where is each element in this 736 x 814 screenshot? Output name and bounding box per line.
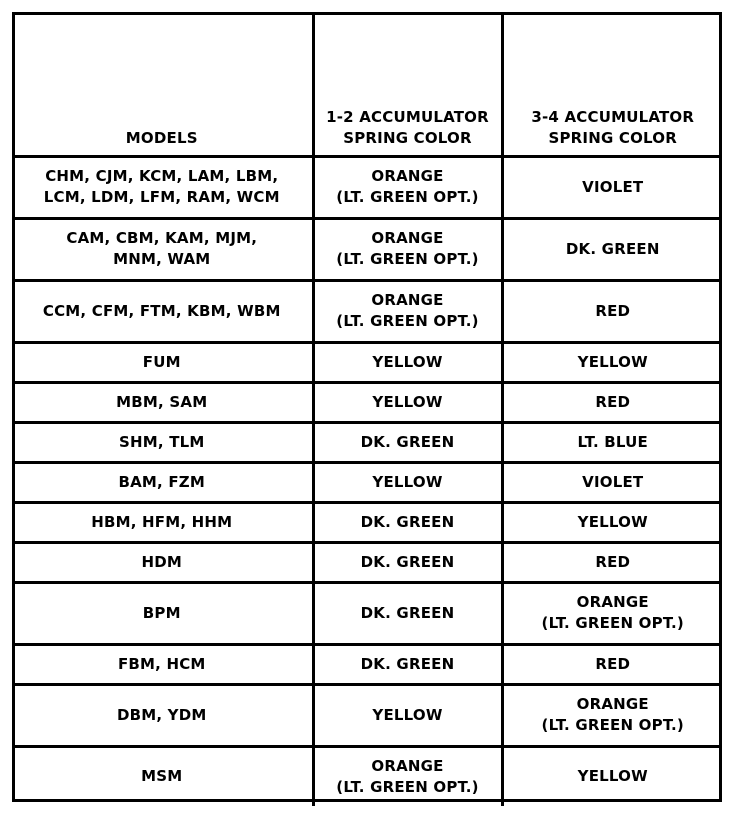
models-cell-line: MSM: [141, 767, 183, 786]
acc34-cell: [502, 382, 722, 422]
acc12-cell: [313, 684, 502, 746]
header-acc12: [313, 12, 502, 156]
acc12-cell-line: (LT. GREEN OPT.): [336, 312, 479, 330]
acc12-cell: [313, 582, 502, 644]
acc34-cell: [502, 156, 722, 218]
acc12-cell: [313, 342, 502, 382]
models-cell-line: HBM, HFM, HHM: [91, 512, 233, 531]
acc34-cell: [502, 542, 722, 582]
table-row: [12, 382, 722, 422]
header-acc34: [502, 12, 722, 156]
acc34-cell: [502, 644, 722, 684]
acc12-cell-line: YELLOW: [372, 392, 443, 411]
acc34-cell: [502, 582, 722, 644]
models-cell: [12, 280, 313, 342]
header-models: [12, 12, 313, 156]
acc34-cell-line: YELLOW: [577, 512, 648, 531]
acc12-cell-line: YELLOW: [372, 705, 443, 724]
acc34-cell: [502, 342, 722, 382]
models-cell-line: FBM, HCM: [117, 654, 206, 673]
header-acc34-line2: SPRING COLOR: [548, 128, 677, 147]
models-cell: [12, 684, 313, 746]
acc34-cell-line: ORANGE: [576, 593, 649, 611]
acc34-cell-line: YELLOW: [577, 352, 648, 371]
acc12-cell-line: DK. GREEN: [360, 552, 455, 571]
models-cell: [12, 462, 313, 502]
acc34-cell-line: (LT. GREEN OPT.): [541, 614, 684, 632]
acc12-cell: [313, 422, 502, 462]
acc34-cell: [502, 422, 722, 462]
models-cell-line: LCM, LDM, LFM, RAM, WCM: [43, 188, 280, 206]
table-row: [12, 542, 722, 582]
models-cell: [12, 342, 313, 382]
models-cell: [12, 382, 313, 422]
acc12-cell: [313, 156, 502, 218]
acc34-cell-line: RED: [595, 301, 631, 320]
acc34-cell: [502, 218, 722, 280]
acc34-cell-line: VIOLET: [582, 177, 644, 196]
acc12-cell-line: DK. GREEN: [360, 603, 455, 622]
header-acc12-line1: 1-2 ACCUMULATOR: [326, 107, 489, 126]
acc12-cell: [313, 218, 502, 280]
acc34-cell-line: YELLOW: [577, 767, 648, 786]
acc12-cell: [313, 502, 502, 542]
table-row: [12, 644, 722, 684]
models-cell: [12, 218, 313, 280]
table-row: [12, 502, 722, 542]
table-row: [12, 684, 722, 746]
acc12-cell-line: YELLOW: [372, 352, 443, 371]
acc34-cell-line: ORANGE: [576, 695, 649, 713]
models-cell-line: CAM, CBM, KAM, MJM,: [66, 229, 258, 247]
table-body: [12, 156, 722, 806]
models-cell-line: FUM: [142, 352, 181, 371]
models-cell: [12, 746, 313, 806]
models-cell: [12, 422, 313, 462]
acc12-cell-line: (LT. GREEN OPT.): [336, 250, 479, 268]
acc12-cell: [313, 542, 502, 582]
acc12-cell: [313, 382, 502, 422]
acc12-cell-line: ORANGE: [371, 756, 444, 775]
models-cell: [12, 582, 313, 644]
table-header: [12, 12, 722, 156]
table-row: [12, 218, 722, 280]
models-cell-line: MNM, WAM: [113, 250, 211, 268]
table-row: [12, 462, 722, 502]
acc34-cell-line: VIOLET: [582, 472, 644, 491]
models-cell-line: CHM, CJM, KCM, LAM, LBM,: [45, 167, 279, 185]
acc12-cell: [313, 746, 502, 806]
acc12-cell-line: ORANGE: [371, 291, 444, 309]
models-cell-line: MBM, SAM: [116, 392, 208, 411]
models-cell-line: DBM, YDM: [116, 705, 207, 724]
acc34-cell-line: RED: [595, 654, 631, 673]
acc34-cell: [502, 502, 722, 542]
table-row: [12, 156, 722, 218]
acc12-cell: [313, 644, 502, 684]
models-cell: [12, 542, 313, 582]
acc12-cell-line: (LT. GREEN OPT.): [336, 188, 479, 206]
models-cell-line: BAM, FZM: [118, 472, 206, 491]
models-cell-line: BPM: [142, 603, 181, 622]
models-cell-line: SHM, TLM: [118, 432, 205, 451]
table-row: [12, 422, 722, 462]
acc34-cell: [502, 746, 722, 806]
acc34-cell: [502, 280, 722, 342]
accumulator-spring-table: [12, 12, 722, 806]
acc34-cell: [502, 462, 722, 502]
acc12-cell-line: YELLOW: [372, 472, 443, 491]
acc34-cell-line: RED: [595, 552, 631, 571]
acc34-cell: [502, 684, 722, 746]
models-cell-line: CCM, CFM, FTM, KBM, WBM: [42, 301, 281, 320]
acc12-cell-line: DK. GREEN: [360, 512, 455, 531]
table-row: [12, 342, 722, 382]
acc12-cell: [313, 280, 502, 342]
acc12-cell-line: DK. GREEN: [360, 654, 455, 673]
header-acc34-line1: 3-4 ACCUMULATOR: [531, 107, 695, 126]
table-row: [12, 746, 722, 806]
acc12-cell: [313, 462, 502, 502]
acc12-cell-line: ORANGE: [371, 229, 444, 247]
models-cell: [12, 502, 313, 542]
acc12-cell-line: DK. GREEN: [360, 432, 455, 451]
acc34-cell-line: DK. GREEN: [565, 239, 660, 258]
acc34-cell-line: LT. BLUE: [577, 432, 648, 451]
header-models-label: MODELS: [125, 128, 198, 147]
acc12-cell-line: ORANGE: [371, 167, 444, 185]
acc12-cell-line: (LT. GREEN OPT.): [336, 777, 479, 796]
models-cell: [12, 156, 313, 218]
models-cell: [12, 644, 313, 684]
header-row: [12, 12, 722, 156]
acc34-cell-line: RED: [595, 392, 631, 411]
acc34-cell-line: (LT. GREEN OPT.): [541, 716, 684, 734]
table-row: [12, 582, 722, 644]
header-acc12-line2: SPRING COLOR: [343, 128, 472, 147]
table-row: [12, 280, 722, 342]
models-cell-line: HDM: [141, 552, 183, 571]
